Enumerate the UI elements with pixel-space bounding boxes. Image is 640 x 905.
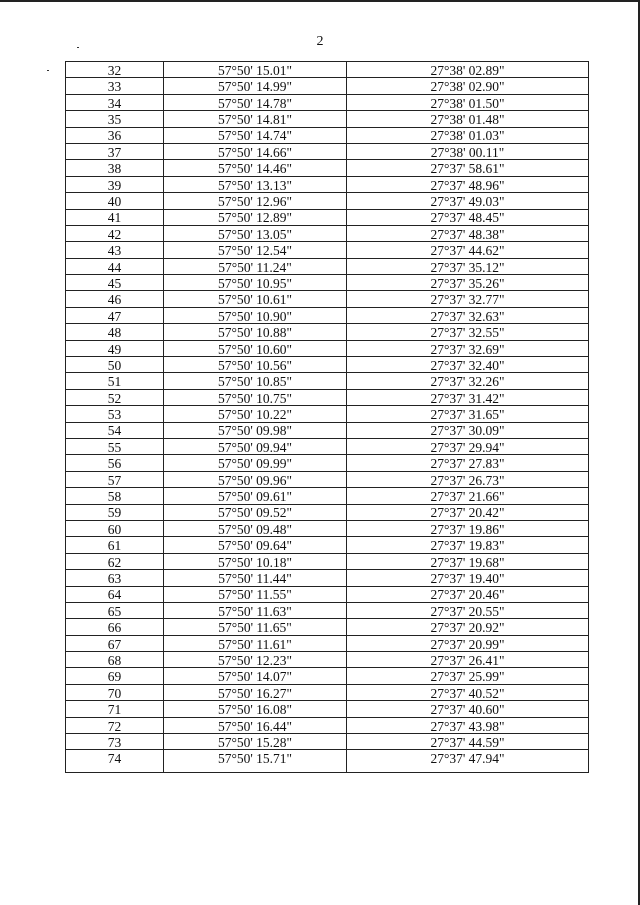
longitude-cell: 27°37' 43.98" (347, 717, 589, 733)
latitude-cell: 57°50' 12.89" (164, 209, 347, 225)
table-row (66, 160, 589, 176)
latitude-cell: 57°50' 09.64" (164, 537, 347, 553)
longitude-cell: 27°37' 19.68" (347, 553, 589, 569)
latitude-cell: 57°50' 09.52" (164, 504, 347, 520)
latitude-cell: 57°50' 14.74" (164, 127, 347, 143)
longitude-cell: 27°37' 44.59" (347, 734, 589, 750)
longitude-cell: 27°38' 01.03" (347, 127, 589, 143)
latitude-cell: 57°50' 14.99" (164, 78, 347, 94)
longitude-cell: 27°37' 19.83" (347, 537, 589, 553)
latitude-cell: 57°50' 14.78" (164, 94, 347, 110)
table-row (66, 307, 589, 323)
table-row (66, 209, 589, 225)
longitude-cell: 27°37' 20.55" (347, 602, 589, 618)
longitude-cell: 27°37' 49.03" (347, 193, 589, 209)
table-row (66, 176, 589, 192)
point-number-cell: 57 (66, 471, 164, 487)
longitude-cell: 27°38' 00.11" (347, 143, 589, 159)
point-number-cell: 45 (66, 275, 164, 291)
longitude-cell: 27°38' 02.89" (347, 62, 589, 78)
latitude-cell: 57°50' 10.90" (164, 307, 347, 323)
latitude-cell: 57°50' 10.60" (164, 340, 347, 356)
longitude-cell: 27°37' 48.96" (347, 176, 589, 192)
point-number-cell: 62 (66, 553, 164, 569)
point-number-cell: 53 (66, 406, 164, 422)
latitude-cell: 57°50' 16.08" (164, 701, 347, 717)
latitude-cell: 57°50' 14.81" (164, 111, 347, 127)
longitude-cell: 27°37' 35.12" (347, 258, 589, 274)
longitude-cell: 27°37' 32.63" (347, 307, 589, 323)
table-row (66, 635, 589, 651)
table-row (66, 488, 589, 504)
latitude-cell: 57°50' 11.44" (164, 570, 347, 586)
longitude-cell: 27°37' 20.46" (347, 586, 589, 602)
point-number-cell: 43 (66, 242, 164, 258)
table-row (66, 553, 589, 569)
coordinates-table (65, 61, 589, 773)
longitude-cell: 27°37' 35.26" (347, 275, 589, 291)
table-row (66, 275, 589, 291)
point-number-cell: 50 (66, 357, 164, 373)
latitude-cell: 57°50' 11.24" (164, 258, 347, 274)
table-row (66, 586, 589, 602)
point-number-cell: 33 (66, 78, 164, 94)
table-row (66, 242, 589, 258)
table-row (66, 111, 589, 127)
latitude-cell: 57°50' 10.75" (164, 389, 347, 405)
longitude-cell: 27°38' 02.90" (347, 78, 589, 94)
table-row (66, 78, 589, 94)
latitude-cell: 57°50' 10.85" (164, 373, 347, 389)
latitude-cell: 57°50' 10.95" (164, 275, 347, 291)
point-number-cell: 55 (66, 438, 164, 454)
point-number-cell: 72 (66, 717, 164, 733)
point-number-cell: 58 (66, 488, 164, 504)
longitude-cell: 27°37' 48.38" (347, 225, 589, 241)
table-row (66, 537, 589, 553)
longitude-cell: 27°37' 26.41" (347, 652, 589, 668)
point-number-cell: 37 (66, 143, 164, 159)
latitude-cell: 57°50' 12.23" (164, 652, 347, 668)
table-row (66, 750, 589, 773)
point-number-cell: 32 (66, 62, 164, 78)
table-row (66, 668, 589, 684)
table-row (66, 62, 589, 78)
latitude-cell: 57°50' 09.61" (164, 488, 347, 504)
latitude-cell: 57°50' 11.65" (164, 619, 347, 635)
point-number-cell: 42 (66, 225, 164, 241)
longitude-cell: 27°37' 32.55" (347, 324, 589, 340)
point-number-cell: 49 (66, 340, 164, 356)
table-row (66, 373, 589, 389)
table-row (66, 455, 589, 471)
latitude-cell: 57°50' 12.54" (164, 242, 347, 258)
table-row (66, 570, 589, 586)
latitude-cell: 57°50' 10.22" (164, 406, 347, 422)
point-number-cell: 54 (66, 422, 164, 438)
longitude-cell: 27°37' 48.45" (347, 209, 589, 225)
table-row (66, 619, 589, 635)
point-number-cell: 52 (66, 389, 164, 405)
table-row (66, 438, 589, 454)
point-number-cell: 51 (66, 373, 164, 389)
table-row (66, 602, 589, 618)
table-row (66, 520, 589, 536)
point-number-cell: 66 (66, 619, 164, 635)
latitude-cell: 57°50' 11.63" (164, 602, 347, 618)
point-number-cell: 68 (66, 652, 164, 668)
longitude-cell: 27°37' 31.42" (347, 389, 589, 405)
point-number-cell: 40 (66, 193, 164, 209)
table-row (66, 143, 589, 159)
latitude-cell: 57°50' 14.46" (164, 160, 347, 176)
longitude-cell: 27°37' 19.40" (347, 570, 589, 586)
point-number-cell: 65 (66, 602, 164, 618)
coordinates-table-body (66, 62, 589, 773)
point-number-cell: 48 (66, 324, 164, 340)
table-row (66, 340, 589, 356)
longitude-cell: 27°37' 21.66" (347, 488, 589, 504)
longitude-cell: 27°38' 01.48" (347, 111, 589, 127)
table-row (66, 258, 589, 274)
longitude-cell: 27°37' 27.83" (347, 455, 589, 471)
point-number-cell: 60 (66, 520, 164, 536)
longitude-cell: 27°37' 26.73" (347, 471, 589, 487)
latitude-cell: 57°50' 11.55" (164, 586, 347, 602)
table-row (66, 406, 589, 422)
longitude-cell: 27°37' 31.65" (347, 406, 589, 422)
latitude-cell: 57°50' 16.44" (164, 717, 347, 733)
point-number-cell: 61 (66, 537, 164, 553)
table-row (66, 127, 589, 143)
latitude-cell: 57°50' 13.13" (164, 176, 347, 192)
latitude-cell: 57°50' 10.88" (164, 324, 347, 340)
point-number-cell: 67 (66, 635, 164, 651)
point-number-cell: 44 (66, 258, 164, 274)
latitude-cell: 57°50' 10.61" (164, 291, 347, 307)
point-number-cell: 59 (66, 504, 164, 520)
longitude-cell: 27°37' 20.99" (347, 635, 589, 651)
table-row (66, 357, 589, 373)
longitude-cell: 27°37' 20.92" (347, 619, 589, 635)
latitude-cell: 57°50' 12.96" (164, 193, 347, 209)
point-number-cell: 69 (66, 668, 164, 684)
latitude-cell: 57°50' 10.56" (164, 357, 347, 373)
table-row (66, 389, 589, 405)
table-row (66, 193, 589, 209)
table-row (66, 94, 589, 110)
table-row (66, 291, 589, 307)
latitude-cell: 57°50' 14.66" (164, 143, 347, 159)
table-row (66, 422, 589, 438)
point-number-cell: 73 (66, 734, 164, 750)
latitude-cell: 57°50' 15.71" (164, 750, 347, 773)
table-row (66, 225, 589, 241)
table-row (66, 701, 589, 717)
scan-edge-top (0, 0, 640, 2)
longitude-cell: 27°37' 32.26" (347, 373, 589, 389)
latitude-cell: 57°50' 15.28" (164, 734, 347, 750)
longitude-cell: 27°37' 58.61" (347, 160, 589, 176)
latitude-cell: 57°50' 09.99" (164, 455, 347, 471)
table-row (66, 324, 589, 340)
latitude-cell: 57°50' 16.27" (164, 684, 347, 700)
longitude-cell: 27°37' 44.62" (347, 242, 589, 258)
table-row (66, 471, 589, 487)
latitude-cell: 57°50' 09.96" (164, 471, 347, 487)
table-row (66, 652, 589, 668)
point-number-cell: 34 (66, 94, 164, 110)
point-number-cell: 47 (66, 307, 164, 323)
longitude-cell: 27°38' 01.50" (347, 94, 589, 110)
longitude-cell: 27°37' 25.99" (347, 668, 589, 684)
longitude-cell: 27°37' 29.94" (347, 438, 589, 454)
scan-speck (47, 70, 49, 71)
point-number-cell: 63 (66, 570, 164, 586)
page-number: 2 (316, 34, 324, 49)
point-number-cell: 36 (66, 127, 164, 143)
latitude-cell: 57°50' 10.18" (164, 553, 347, 569)
point-number-cell: 35 (66, 111, 164, 127)
longitude-cell: 27°37' 30.09" (347, 422, 589, 438)
point-number-cell: 64 (66, 586, 164, 602)
longitude-cell: 27°37' 20.42" (347, 504, 589, 520)
table-row (66, 734, 589, 750)
table-row (66, 717, 589, 733)
latitude-cell: 57°50' 11.61" (164, 635, 347, 651)
point-number-cell: 70 (66, 684, 164, 700)
latitude-cell: 57°50' 09.98" (164, 422, 347, 438)
point-number-cell: 41 (66, 209, 164, 225)
point-number-cell: 39 (66, 176, 164, 192)
longitude-cell: 27°37' 40.60" (347, 701, 589, 717)
longitude-cell: 27°37' 32.69" (347, 340, 589, 356)
longitude-cell: 27°37' 40.52" (347, 684, 589, 700)
latitude-cell: 57°50' 15.01" (164, 62, 347, 78)
point-number-cell: 56 (66, 455, 164, 471)
longitude-cell: 27°37' 32.77" (347, 291, 589, 307)
latitude-cell: 57°50' 13.05" (164, 225, 347, 241)
latitude-cell: 57°50' 09.48" (164, 520, 347, 536)
table-row (66, 684, 589, 700)
point-number-cell: 38 (66, 160, 164, 176)
point-number-cell: 74 (66, 750, 164, 773)
latitude-cell: 57°50' 09.94" (164, 438, 347, 454)
point-number-cell: 71 (66, 701, 164, 717)
table-row (66, 504, 589, 520)
point-number-cell: 46 (66, 291, 164, 307)
latitude-cell: 57°50' 14.07" (164, 668, 347, 684)
longitude-cell: 27°37' 32.40" (347, 357, 589, 373)
longitude-cell: 27°37' 19.86" (347, 520, 589, 536)
longitude-cell: 27°37' 47.94" (347, 750, 589, 773)
